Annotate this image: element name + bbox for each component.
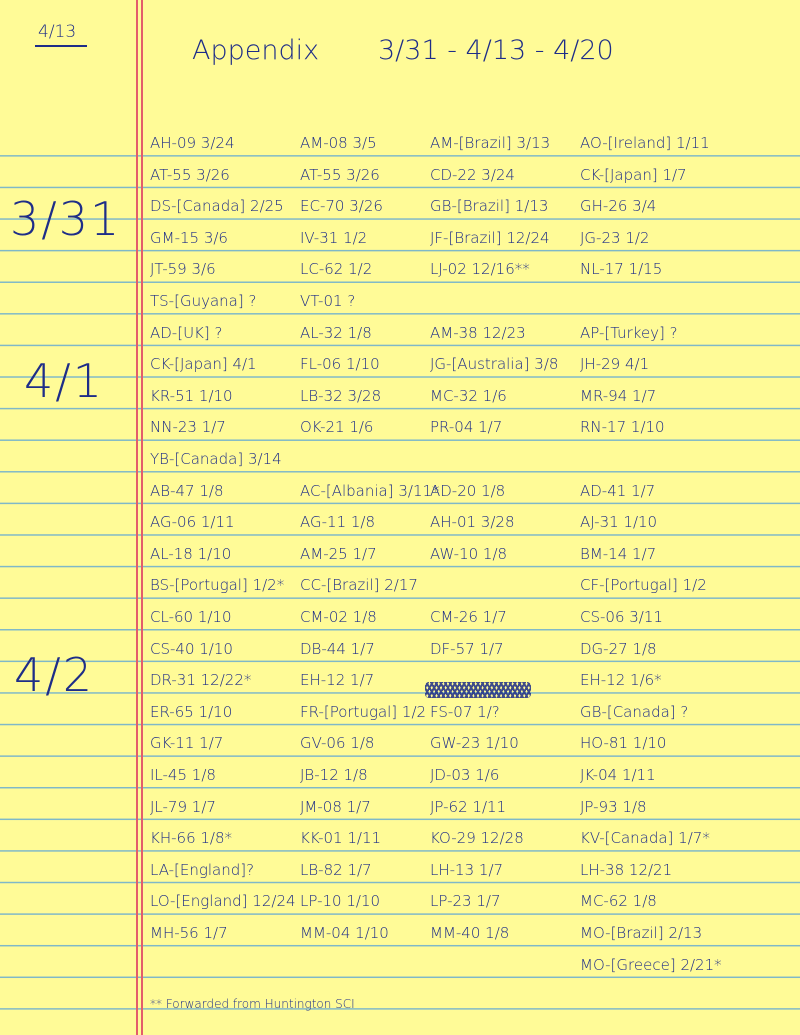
entry: RN-17 1/10 (580, 418, 665, 437)
entry: DR-31 12/22* (150, 671, 252, 690)
entry: JP-93 1/8 (580, 797, 647, 816)
entry: JT-59 3/6 (150, 260, 216, 279)
entry: GW-23 1/10 (430, 734, 519, 753)
entry: CM-02 1/8 (300, 608, 377, 626)
entry: AB-47 1/8 (150, 481, 224, 500)
entry: AW-10 1/8 (430, 544, 508, 563)
entry: AM-[Brazil] 3/13 (430, 134, 551, 152)
entry: AM-25 1/7 (300, 544, 377, 563)
section-label-4-2: 4/2 (14, 648, 95, 702)
entry: LP-23 1/7 (430, 892, 501, 911)
entry: AM-38 12/23 (430, 323, 526, 342)
entry: JF-[Brazil] 12/24 (430, 228, 550, 247)
entry: JH-29 4/1 (580, 355, 650, 374)
entry: ER-65 1/10 (150, 702, 233, 721)
entry: CM-26 1/7 (430, 608, 507, 626)
entry: JM-08 1/7 (300, 797, 371, 816)
entry: EH-12 1/7 (300, 671, 375, 690)
entry: AC-[Albania] 3/11* (300, 481, 440, 500)
entry: CS-06 3/11 (580, 608, 663, 626)
entry: KR-51 1/10 (150, 386, 233, 405)
entry: AM-08 3/5 (300, 134, 377, 152)
entry: JD-03 1/6 (430, 766, 500, 784)
entry: AH-01 3/28 (430, 513, 515, 532)
entry: JB-12 1/8 (300, 766, 368, 784)
entry: LJ-02 12/16** (430, 260, 530, 279)
entry: IL-45 1/8 (150, 766, 216, 784)
entry: MH-56 1/7 (150, 924, 228, 942)
entry: FR-[Portugal] 1/2 (300, 702, 427, 721)
entry: LO-[England] 12/24 (150, 892, 296, 911)
header-date: 4/13 (38, 22, 77, 42)
entry: OK-21 1/6 (300, 418, 374, 437)
entry: GB-[Brazil] 1/13 (430, 197, 549, 216)
footnote: ** Forwarded from Huntington SCI (150, 997, 355, 1011)
entry: AP-[Turkey] ? (580, 323, 678, 342)
entry: KK-01 1/11 (300, 829, 382, 848)
entry: YB-[Canada] 3/14 (150, 450, 282, 468)
entry: AD-[UK] ? (150, 323, 223, 342)
entry: GB-[Canada] ? (580, 702, 689, 721)
margin-line-left (136, 0, 138, 1035)
entry: AL-32 1/8 (300, 323, 372, 342)
entry: AT-55 3/26 (150, 165, 230, 184)
entry: JL-79 1/7 (150, 797, 216, 816)
entry: MR-94 1/7 (580, 386, 657, 405)
entry: FS-07 1/? (430, 702, 500, 721)
entry: AL-18 1/10 (150, 544, 232, 563)
entry: AJ-31 1/10 (580, 513, 658, 532)
entry: CK-[Japan] 4/1 (150, 355, 257, 374)
entry: MC-62 1/8 (580, 892, 657, 911)
header-title: Appendix (192, 35, 320, 66)
entry: IV-31 1/2 (300, 228, 368, 247)
entry: GM-15 3/6 (150, 228, 228, 247)
entry: AG-11 1/8 (300, 513, 376, 532)
section-label-3-31: 3/31 (10, 192, 122, 246)
entry: AH-09 3/24 (150, 134, 235, 152)
entry: GV-06 1/8 (300, 734, 375, 753)
entry: LP-10 1/10 (300, 892, 381, 911)
entry: GH-26 3/4 (580, 197, 657, 216)
entry: TS-[Guyana] ? (150, 292, 257, 310)
entry: DB-44 1/7 (300, 639, 375, 658)
entry: MC-32 1/6 (430, 386, 507, 405)
entry: FL-06 1/10 (300, 355, 380, 374)
entry: EH-12 1/6* (580, 671, 662, 690)
entry: MM-04 1/10 (300, 924, 389, 942)
header-date-underline (35, 45, 87, 47)
entry: GK-11 1/7 (150, 734, 224, 753)
entry: CC-[Brazil] 2/17 (300, 576, 418, 595)
entry: KO-29 12/28 (430, 829, 524, 848)
entry: CL-60 1/10 (150, 608, 232, 626)
entry: JK-04 1/11 (580, 766, 656, 784)
header-dates: 3/31 - 4/13 - 4/20 (378, 35, 614, 66)
entry: CD-22 3/24 (430, 165, 515, 184)
entry: DG-27 1/8 (580, 639, 657, 658)
entry: VT-01 ? (300, 292, 356, 310)
entry: AO-[Ireland] 1/11 (580, 134, 710, 152)
entry: DF-57 1/7 (430, 639, 504, 658)
entry: BS-[Portugal] 1/2* (150, 576, 285, 595)
margin-line-right (141, 0, 143, 1035)
entry: LB-82 1/7 (300, 860, 372, 879)
scribbled-out-entry (425, 682, 531, 698)
entry: CK-[Japan] 1/7 (580, 165, 687, 184)
entry: JG-23 1/2 (580, 228, 650, 247)
entry: KV-[Canada] 1/7* (580, 829, 710, 848)
entry: LH-38 12/21 (580, 860, 673, 879)
entry: AD-20 1/8 (430, 481, 506, 500)
entry: MO-[Greece] 2/21* (580, 955, 722, 974)
entry: MO-[Brazil] 2/13 (580, 924, 703, 942)
entry: JG-[Australia] 3/8 (430, 355, 559, 374)
entry: CS-40 1/10 (150, 639, 233, 658)
entry: HO-81 1/10 (580, 734, 667, 753)
entry: LB-32 3/28 (300, 386, 382, 405)
entry: MM-40 1/8 (430, 924, 510, 942)
entry: CF-[Portugal] 1/2 (580, 576, 707, 595)
entry: LA-[England]? (150, 860, 255, 879)
entry: NN-23 1/7 (150, 418, 226, 437)
entry: AT-55 3/26 (300, 165, 380, 184)
entry: DS-[Canada] 2/25 (150, 197, 284, 216)
entry: AG-06 1/11 (150, 513, 235, 532)
entry: NL-17 1/15 (580, 260, 663, 279)
entry: JP-62 1/11 (430, 797, 507, 816)
entry: KH-66 1/8* (150, 829, 233, 848)
entry: EC-70 3/26 (300, 197, 383, 216)
entry: PR-04 1/7 (430, 418, 503, 437)
entry: BM-14 1/7 (580, 544, 657, 563)
entry: LC-62 1/2 (300, 260, 373, 279)
entry: AD-41 1/7 (580, 481, 656, 500)
section-label-4-1: 4/1 (24, 354, 105, 408)
entry: LH-13 1/7 (430, 860, 504, 879)
